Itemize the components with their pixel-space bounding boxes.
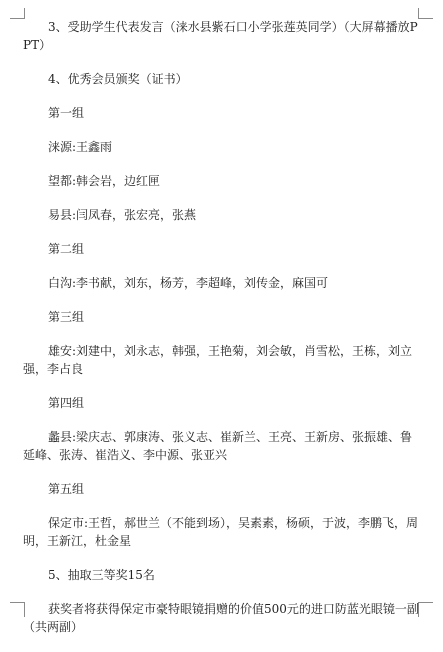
paragraph-student-speech: 3、受助学生代表发言（涞水县紫石口小学张莲英同学）（大屏幕播放PPT） <box>23 20 418 52</box>
group-1-laiyuan: 涞源:王鑫雨 <box>48 140 113 154</box>
group-5-baoding: 保定市:王哲，郝世兰（不能到场），吴素素，杨硕，于波，李鹏飞，周明，王新江，杜金星 <box>23 516 419 548</box>
group-1-heading: 第一组 <box>48 106 85 120</box>
document-body <box>23 18 421 652</box>
group-1-wangdu: 望都:韩会岩，边红匣 <box>48 174 161 188</box>
group-5-heading: 第五组 <box>48 482 85 496</box>
group-4-lixian: 蠡县:梁庆志、郭康涛、张义志、崔新兰、王亮、王新房、张振雄、鲁延峰、张涛、崔浩义、李中源、张亚兴 <box>23 430 413 462</box>
group-1-yixian: 易县:闫凤春，张宏亮，张燕 <box>48 208 197 222</box>
group-4-heading: 第四组 <box>48 396 85 410</box>
group-2-heading: 第二组 <box>48 242 85 256</box>
paragraph-award-heading: 4、优秀会员颁奖（证书） <box>48 72 188 86</box>
paragraph-lottery-heading: 5、抽取三等奖15名 <box>48 568 155 582</box>
paragraph-prize-description: 获奖者将获得保定市豪特眼镜捐赠的价值500元的进口防蓝光眼镜一副（共两副） <box>23 602 419 634</box>
group-3-heading: 第三组 <box>48 310 85 324</box>
group-3-xiongan: 雄安:刘建中，刘永志，韩强，王艳菊，刘会敏，肖雪松，王栋，刘立强，李占良 <box>23 344 413 376</box>
group-2-baigou: 白沟:李书献，刘东，杨芳，李超峰，刘传金，麻国可 <box>48 276 329 290</box>
